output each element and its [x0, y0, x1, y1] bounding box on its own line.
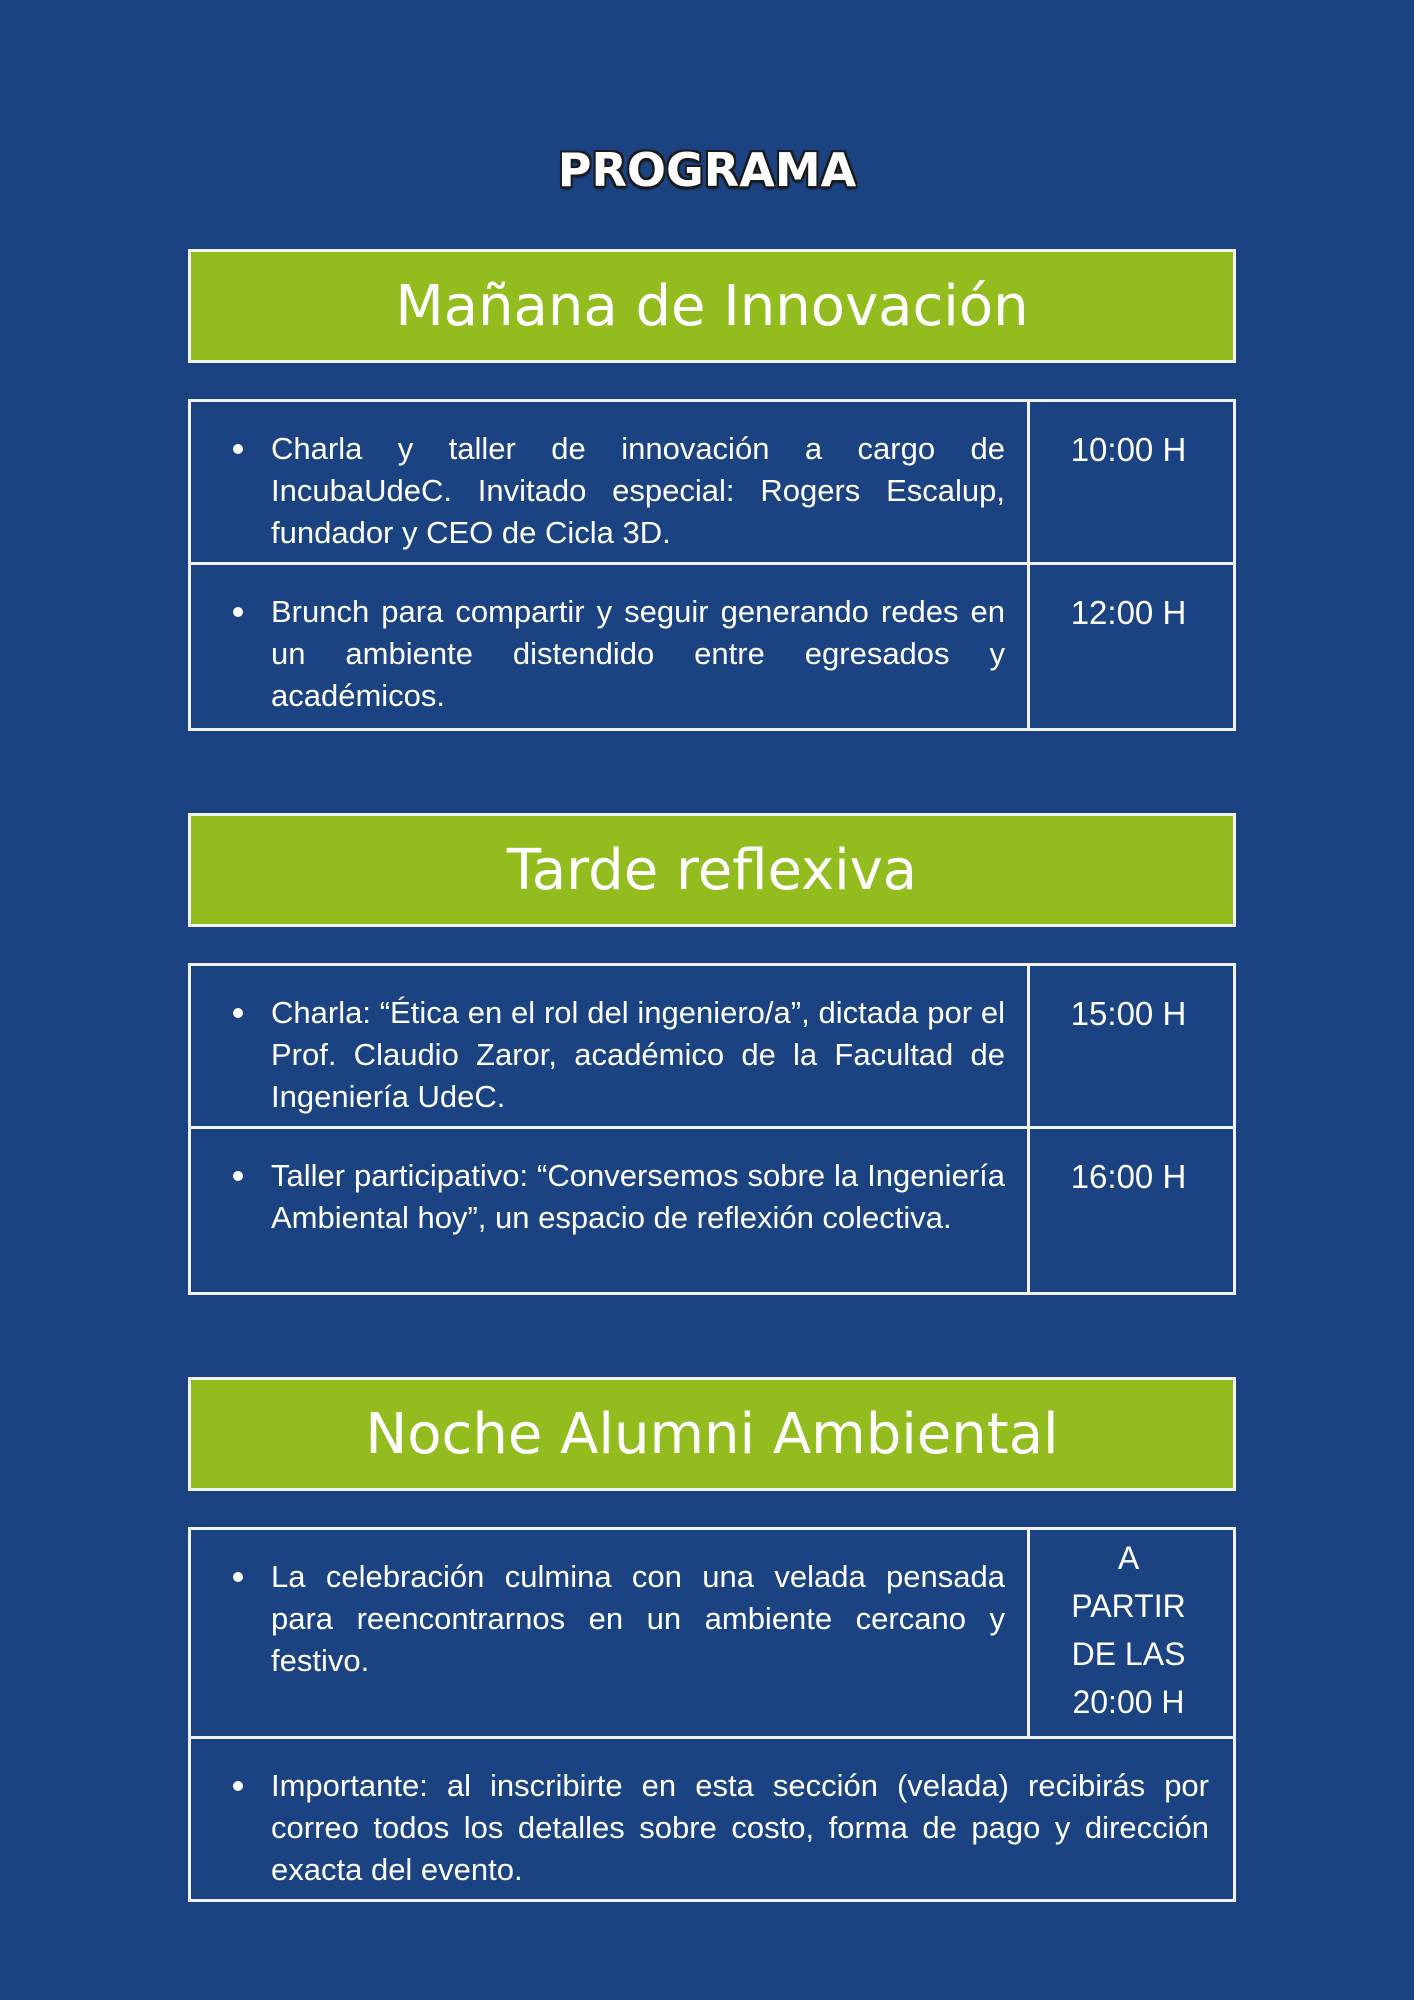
page-title: PROGRAMA — [557, 143, 857, 197]
schedule-table-manana — [188, 399, 1236, 731]
activity-cell — [191, 1129, 1027, 1292]
activity-text: Importante: al inscribirte en esta sección (velada) recibirás por correo todos los detalles sobre costo, forma de pago y dirección exacta del evento. — [271, 1768, 1209, 1887]
bullet-icon — [233, 444, 243, 454]
bullet-icon — [233, 1572, 243, 1582]
activity-cell — [191, 402, 1027, 562]
schedule-row — [191, 565, 1233, 728]
schedule-row — [191, 1129, 1233, 1292]
time-cell — [1027, 1530, 1227, 1736]
activity-text: Brunch para compartir y seguir generando redes en un ambiente distendido entre egresados y académicos. — [271, 594, 1005, 713]
time-line: A — [1117, 1540, 1140, 1576]
activity-cell — [191, 565, 1027, 728]
bullet-icon — [233, 1171, 243, 1181]
time-cell: 15:00 H — [1027, 966, 1227, 1126]
activity-cell — [191, 1739, 1233, 1899]
time-line: DE LAS — [1071, 1636, 1186, 1672]
bullet-icon — [233, 1781, 243, 1791]
time-cell: 16:00 H — [1027, 1129, 1227, 1292]
section-header-noche: Noche Alumni Ambiental — [188, 1377, 1236, 1491]
schedule-row — [191, 966, 1233, 1129]
activity-cell — [191, 966, 1027, 1126]
bullet-icon — [233, 1008, 243, 1018]
time-cell: 12:00 H — [1027, 565, 1227, 728]
schedule-table-noche — [188, 1527, 1236, 1902]
schedule-row — [191, 1530, 1233, 1739]
schedule-row — [191, 402, 1233, 565]
time-cell: 10:00 H — [1027, 402, 1227, 562]
activity-cell — [191, 1530, 1027, 1736]
activity-text: Charla y taller de innovación a cargo de IncubaUdeC. Invitado especial: Rogers Escalup, fundador y CEO de Cicla 3D. — [271, 431, 1005, 550]
time-line: 20:00 H — [1072, 1684, 1185, 1720]
activity-text: Charla: “Ética en el rol del ingeniero/a”, dictada por el Prof. Claudio Zaror, académico de la Facultad de Ingeniería UdeC. — [271, 995, 1005, 1114]
schedule-table-tarde — [188, 963, 1236, 1295]
section-header-tarde: Tarde reflexiva — [188, 813, 1236, 927]
section-header-manana: Mañana de Innovación — [188, 249, 1236, 363]
bullet-icon — [233, 607, 243, 617]
time-line: PARTIR — [1071, 1588, 1186, 1624]
activity-text: Taller participativo: “Conversemos sobre la Ingeniería Ambiental hoy”, un espacio de reflexión colectiva. — [271, 1158, 1005, 1235]
schedule-row — [191, 1739, 1233, 1899]
activity-text: La celebración culmina con una velada pensada para reencontrarnos en un ambiente cercano y festivo. — [271, 1559, 1005, 1678]
